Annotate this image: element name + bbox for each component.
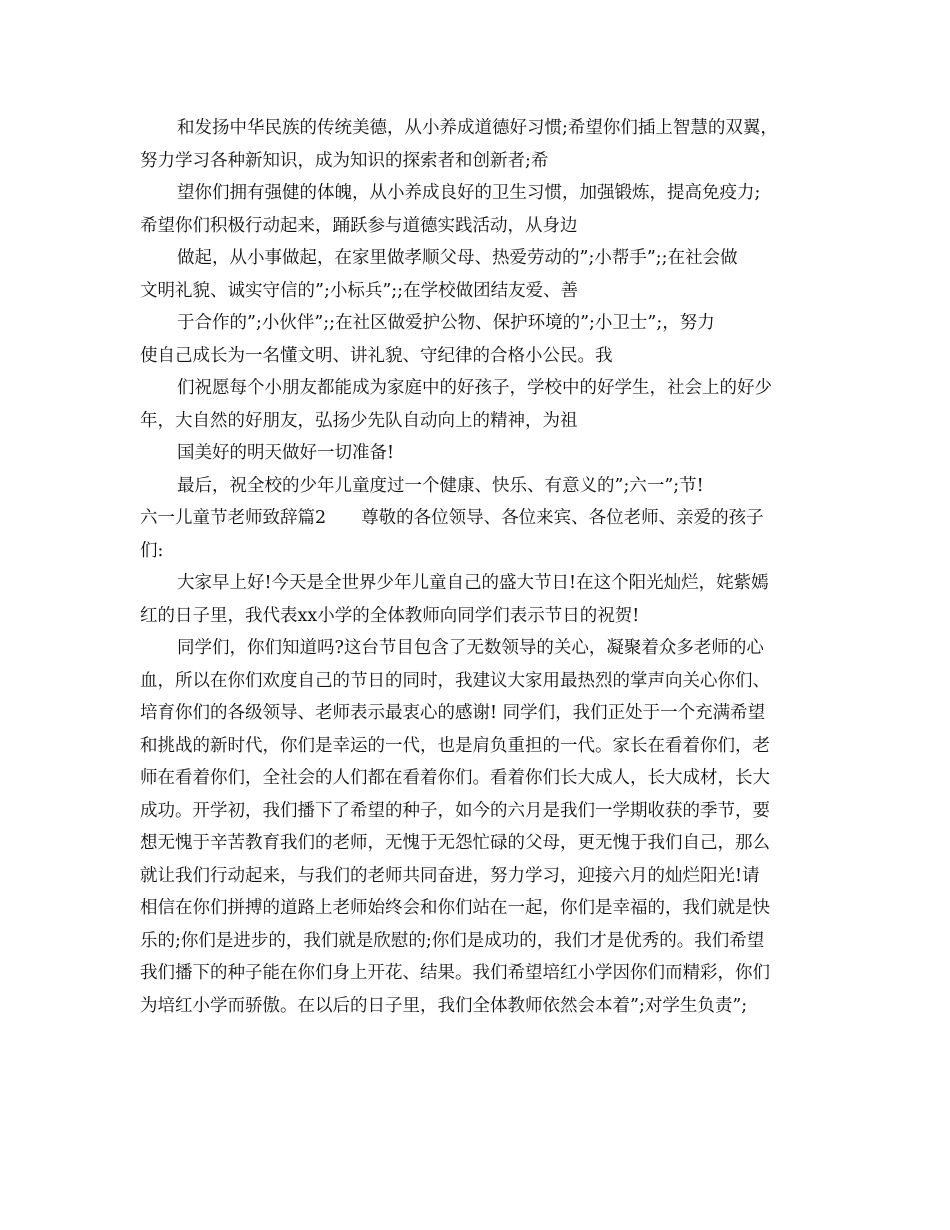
text-line: 望你们拥有强健的体魄，从小养成良好的卫生习惯，加强锻炼，提高免疫力; (177, 183, 761, 203)
text-line: 血，所以在你们欢度自己的节日的同时，我建议大家用最热烈的掌声向关心你们、 (140, 670, 770, 691)
text-line: 乐的;你们是进步的，我们就是欣慰的;你们是成功的，我们才是优秀的。我们希望 (140, 930, 765, 951)
text-line: 大家早上好!今天是全世界少年儿童自己的盛大节日!在这个阳光灿烂，姹紫嫣 (177, 573, 769, 593)
text-line: 和发扬中华民族的传统美德，从小养成道德好习惯;希望你们插上智慧的双翼， (177, 118, 778, 138)
text-line: 相信在你们拼搏的道路上老师始终会和你们站在一起，你们是幸福的，我们就是快 (140, 898, 770, 918)
text-line: 国美好的明天做好一切准备! (177, 443, 395, 463)
text-line: 最后，祝全校的少年儿童度过一个健康、快乐、有意义的”;六一”;节! (177, 475, 704, 496)
text-line: 为培红小学而骄傲。在以后的日子里，我们全体教师依然会本着”;对学生负责”; (140, 995, 748, 1016)
text-line: 想无愧于辛苦教育我们的老师，无愧于无怨忙碌的父母，更无愧于我们自己，那么 (140, 833, 770, 853)
text-line: 师在看着你们，全社会的人们都在看着你们。看着你们长大成人，长大成材，长大 (140, 768, 770, 788)
text-line: 于合作的”;小伙伴”;;在社区做爱护公物、保护环境的”;小卫士”;，努力 (177, 313, 715, 333)
text-line: 成功。开学初，我们播下了希望的种子，如今的六月是我们一学期收获的季节，要 (140, 800, 770, 821)
text-line: 培育你们的各级领导、老师表示最衷心的感谢! 同学们，我们正处于一个充满希望 (140, 703, 766, 723)
text-line: 我们播下的种子能在你们身上开花、结果。我们希望培红小学因你们而精彩，你们 (140, 963, 770, 983)
text-line: 和挑战的新时代，你们是幸运的一代，也是肩负重担的一代。家长在看着你们，老 (140, 735, 770, 756)
text-line: 做起，从小事做起，在家里做孝顺父母、热爱劳动的”;小帮手”;;在社会做 (177, 248, 738, 268)
text-line: 们祝愿每个小朋友都能成为家庭中的好孩子，学校中的好学生，社会上的好少 (177, 378, 772, 398)
text-line: 努力学习各种新知识，成为知识的探索者和创新者;希 (140, 150, 549, 171)
text-line: 使自己成长为一名懂文明、讲礼貌、守纪律的合格小公民。我 (140, 345, 613, 366)
text-line: 就让我们行动起来，与我们的老师共同奋进，努力学习，迎接六月的灿烂阳光!请 (140, 865, 760, 886)
text-line: 希望你们积极行动起来，踊跃参与道德实践活动，从身边 (140, 215, 578, 236)
text-line: 文明礼貌、诚实守信的”;小标兵”;;在学校做团结友爱、善 (140, 280, 579, 301)
text-line: 年，大自然的好朋友，弘扬少先队自动向上的精神，为祖 (140, 410, 578, 431)
text-line: 同学们，你们知道吗?这台节目包含了无数领导的关心，凝聚着众多老师的心 (177, 638, 764, 658)
text-line: 红的日子里，我代表xx小学的全体教师向同学们表示节日的祝贺! (140, 605, 640, 626)
section-heading-line: 六一儿童节老师致辞篇2 尊敬的各位领导、各位来宾、各位老师、亲爱的孩子 (140, 508, 764, 528)
document-body (140, 112, 816, 1022)
text-line: 们: (140, 540, 164, 561)
